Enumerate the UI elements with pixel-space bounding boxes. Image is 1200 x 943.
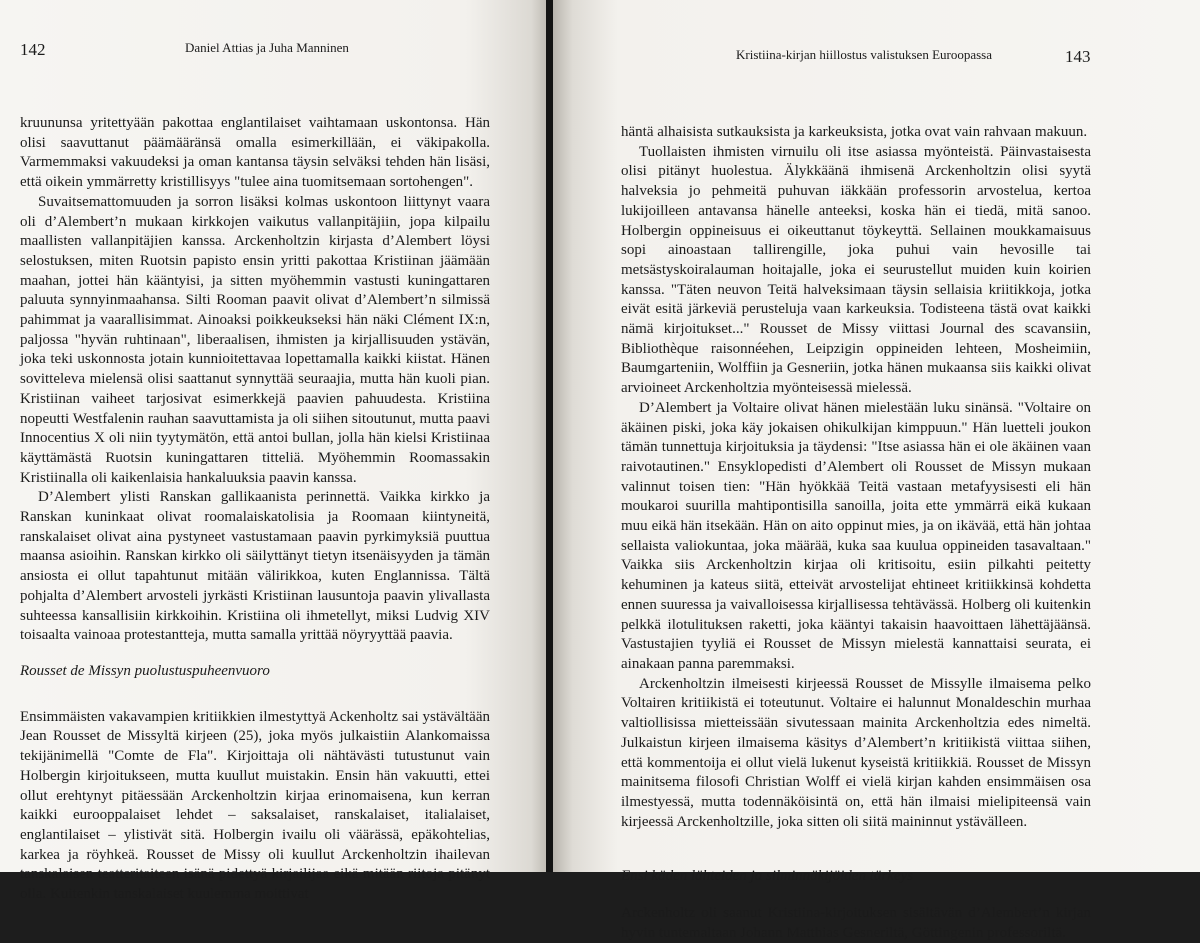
body-text (621, 123, 1091, 943)
section-heading: Ensi käden lähteiden ja silminnäkijöiden tärkeys (621, 868, 914, 885)
running-head: Kristiina-kirjan hiillostus valistuksen Euroopassa (736, 47, 992, 62)
section-heading: Rousset de Missyn puolustuspuheenvuoro (20, 662, 270, 679)
paragraph: Arckenholtz oli saanut Kristiina-kirjoituksen sisältävän d’Alembert’n kirjan hyvin tuntemaltaan Johann Matthias Gesneriltä, Göttingenin professoriltä. (621, 905, 1091, 941)
running-head: Daniel Attias ja Juha Manninen (185, 40, 349, 55)
left-page (0, 0, 548, 903)
paragraph: kruununsa yritettyään pakottaa englantilaiset vaihtamaan uskontonsa. Hän olisi saavuttanut päämääränsä omalla esimerkillään, ei väkipakolla. Varmemmaksi vakuudeksi ja oman kantansa täysin selväksi tehden hän lisäsi, että oikein ymmärretty kristillisyys "tulee aina tuomitsemaan sortohengen". (20, 115, 490, 191)
paragraph: Arckenholtzin ilmeisesti kirjeessä Rousset de Missylle ilmaisema pelko Voltairen kritiikistä ei toteutunut. Voltaire ei halunnut Monaldeschin murhaa valtiollisissa mietteissään sivutessaan mainita Arckenholtzia edes nimeltä. Julkaistun kirjeen ilmaisema käsitys d’Alembert’n kritiikistä viittaa siihen, että kommentoija ei ollut vielä lukenut kyseistä kritiikkiä. Rousset de Missyn mainitsema filosofi Christian Wolff ei vielä kirjan kahden ensimmäisen osa ilmestyessä, mutta todennäköisintä on, että hän ilmaisi mielipiteensä vain kirjeessä Arckenholtzille, joka sitten oli siitä maininnut ystävälleen. (621, 675, 1091, 830)
page-number: 143 (1065, 47, 1091, 66)
body-text (20, 114, 490, 905)
right-page (553, 0, 1200, 941)
paragraph: D’Alembert ja Voltaire olivat hänen mielestään luku sinänsä. "Voltaire on äkäinen piski, joka käy jokaisen ohikulkijan kimppuun." Hän luetteli joukon tämän tunnettuja kirjoituksia ja täydensi: "Itse asiassa hän ei ole äkäinen vaan raivotautinen." Ensyklopedisti d’Alembert oli Rousset de Missyn mukaan valinnut toisen tien: "Hän hyökkää Teitä vastaan metafyysisesti eli hän moukaroi suurilla mahtipontisilla sanoilla, joita ette ymmärrä eikä kukaan muu eikä hän itsekään. Hän on aito oppinut mies, ja on ikävää, että hän johtaa sellaista valiokuntaa, joka määrää, kuka saa kuulua oppineiden tasavaltaan." Vaikka siis Arckenholtzin kirjaa oli kritisoitu, esiin pilkahti peitetty kehuminen ja kateus siitä, etteivät arvostelijat ehtineet kritiikkinsä kohdetta ennen suuressa ja vaivalloisessa kirjallisessa tehtävässä. Holberg oli kuitenkin pelkkä ilotulituksen raketti, joka kääntyi takaisin haavoittaen lähettäjäänsä. Vastustajien tyyliä ei Rousset de Missyn mielestä kannattaisi seurata, ei ainakaan panna paremmaksi. (621, 399, 1091, 672)
paragraph: Ensimmäisten vakavampien kritiikkien ilmestyttyä Ackenholtz sai ystävältään Jean Rousset de Missyltä kirjeen (25), joka myös julkaistiin Alankomaissa tekijänimellä "Comte de Fla". Kirjoittaja oli nähtävästi tutustunut vain Holbergin kirjoitukseen, mutta kuullut muistakin. Ensin hän vakuutti, ettei ollut erehtynyt pitäessään Arckenholtzin kirjaa erinomaisena, kun kerran kaikki eurooppalaiset lehdet – saksalaiset, ranskalaiset, italialaiset, englantilaiset – ylistivät sitä. Holbergin ivailu oli väärässä, epäkohtelias, karkea ja röyhkeä. Rousset de Missy oli kuullut Arckenholtzin ihailevan tanskalaisen teatteritaiteen isänä pidettyä kirjailijaa eikä mitään riitoja pitänyt olla. Kuitenkin tanskalaiset kuulemma moittivat (20, 708, 490, 903)
paragraph: häntä alhaisista sutkauksista ja karkeuksista, jotka ovat vain rahvaan makuun. (621, 124, 1088, 140)
paragraph: Tuollaisten ihmisten virnuilu oli itse asiassa myönteistä. Päinvastaisesta olisi pitänyt huolestua. Älykkäänä ihmisenä Arckenholtzin olisi syytä halveksia jo pehmeitä puhuvan iäkkään professorin arvostelua, kertoa lukijoilleen antavansa hänelle anteeksi, koska hän ei tiedä, mitä sanoo. Holbergin oppineisuus ei oikeuttanut töykeyttä. Sellainen moukkamaisuus sopi ainoastaan tallirengille, joka puhui vain hevosille tai metsästyskoiralauman hoitajalle, joka ei seurustellut muiden kuin koirien kanssa. "Täten neuvon Teitä halveksimaan täysin sellaisia kriitikkoja, jotka eivät esitä järkeviä perusteluja vaan karkeuksia. Todisteena tästä ovat kaikki nämä kirjoitukset..." Rousset de Missy viittasi Journal des scavansiin, Bibliothèque raisonnéehen, Leipzigin oppineiden lehteen, Mosheimiin, Baumgarteniin, Wolffiin ja Gesneriin, jotka hänen mukaansa siis kaikki olivat arvioineet Arckenholtzia myönteisessä mielessä. (621, 143, 1091, 397)
paragraph: Suvaitsemattomuuden ja sorron lisäksi kolmas uskontoon liittynyt vaara oli d’Alembert’n mukaan kirkkojen vaikutus vallanpitäjiin, jopa kilpailu maallisten vallanpitäjien kanssa. Arckenholtzin kirjasta d’Alembert löysi selostuksen, miten Ruotsin papisto ensin yritti pakottaa Kristiinan jäämään maahan, jottei hän kääntyisi, ja sitten myöhemmin vastusti kuningattaren paluuta synnyinmaahansa. Silti Rooman paavit olivat d’Alembert’n silmissä pahimmat ja vaarallisimmat. Ainoaksi poikkeukseksi hän näki Clément IX:n, paljossa "hyvän ruhtinaan", liberaalisen, ihmisten ja kirjallisuuden ystävän, joka teki uskonnosta jotain kunnioitettavaa lopettamalla kaikki kiistat. Hänen sovitteleva mielensä olisi saattanut synnyttää seuraajia, mutta hän kuoli pian. Kristiinan vaiheet tarjosivat esimerkkejä paavien pahuudesta. Kristiina nopeutti Westfalenin rauhan saavuttamista ja oli siihen sitoutunut, mutta paavi Innocentius X oli niin tyytymätön, että antoi bullan, jolla hän kielsi Kristiinaa käyttämästä Ruotsin kuningattaren titteliä. Myöhemmin Roomassakin Kristiinalla oli kaikenlaisia hankaluuksia paavin kanssa. (20, 193, 490, 486)
page-number: 142 (20, 40, 46, 59)
paragraph: D’Alembert ylisti Ranskan gallikaanista perinnettä. Vaikka kirkko ja Ranskan kuninkaat olivat roomalaiskatolisia ja Roomaan kiintyneitä, ranskalaiset olivat aina pystyneet vastustamaan paavin pyrkimyksiä puuttua maansa asioihin. Ranskan kirkko oli säilyttänyt tietyn itsenäisyyden ja tämän ansiosta ei ollut tapahtunut mitään välirikkoa, kuten Englannissa. Tältä pohjalta d’Alembert arvosteli jyrkästi Kristiinan lausuntoja paavin ylivallasta suhteessa kansallisiin kirkkoihin. Kristiina oli ihmetellyt, miksi Ludvig XIV toisaalta vainoaa protestantteja, mutta samalla yrittää nöyryyttää paavia. (20, 489, 490, 644)
